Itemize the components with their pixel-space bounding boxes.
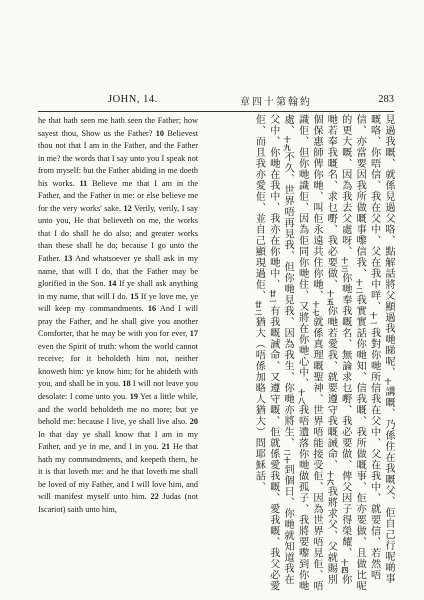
verse-text: 愛我嘅、我父必愛佢、而且我亦愛佢、並自己顯現過佢、 — [253, 114, 279, 592]
verse-text: 同你哋住、又將在你哋心中、 — [296, 246, 308, 389]
header-rule — [38, 111, 394, 112]
verse-text: He that hath my commandments, and keepeth them, he it is that loveth me: and he that loveth me shall be loved of my Father, and I will love him, and will manifest myself unto him. — [38, 442, 198, 502]
verse-text: In that day ye shall know that I am in my Father, and ye in me, and I in you. — [38, 429, 198, 452]
verse-number: 十三 — [340, 257, 349, 273]
verse-text: Judas (not Iscariot) saith unto him, — [38, 492, 198, 514]
verse-number: 十一 — [369, 312, 378, 328]
verse-text: he that hath seen me hath seen the Father; how sayest thou, Show us the Father? — [38, 116, 198, 138]
verse-number: 十二 — [355, 279, 364, 295]
verse-number: 十七 — [311, 301, 320, 317]
verse-number: 17 — [189, 329, 198, 339]
verse-number: 19 — [129, 392, 138, 402]
verse-number: 16 — [147, 304, 157, 314]
verse-text: 你哋若愛我、就要遵守我嘅誡命、 — [325, 305, 337, 471]
page-header — [38, 94, 394, 110]
running-head-english: JOHN, 14. — [108, 94, 158, 105]
verse-text: 保惠師俾你哋、叫佢永遠共住你哋、 — [310, 125, 322, 301]
verse-number: 11 — [79, 178, 88, 188]
verse-number: 十六 — [326, 470, 335, 487]
verse-text: 我唔遺落你哋做孤子、我將要嚟到你哋處、 — [282, 114, 308, 592]
verse-text: 你哋亦將生、 — [282, 382, 294, 449]
verse-number: 十 — [384, 378, 392, 386]
verse-text: 俾父因子得榮耀、 — [339, 470, 351, 559]
verse-number: 十四 — [340, 558, 349, 575]
verse-text: 猶大（唔係加略人猶大）問耶穌話、 — [253, 316, 265, 493]
verse-number: 十八 — [297, 389, 306, 405]
verse-number: 廿一 — [268, 290, 277, 306]
verse-text: even the Spirit of truth: whom the world cannot receive; for it beholdeth him not, neither knoweth him: ye know him; for he abideth with you, and shall be in you. — [38, 341, 198, 389]
verse-number: 13 — [64, 254, 73, 264]
verse-text: Believest thou not that I am in the Father, and the Father in me? the words that I say unto you I speak not from myself: but the Father abiding in me doeth his works. — [38, 128, 198, 188]
verse-text: 你哋若奉我嘅名、求乜嘢、我必要做、 — [325, 114, 351, 586]
verse-number: 14 — [108, 279, 117, 289]
verse-text: 實話你哋知、信我嘅、我所做嘅事、佢亦要做、且做比呢的更大嘅、因為我去父處呀、 — [339, 114, 366, 592]
verse-text: 到個日、你哋就知道我在父中、你哋在我中、我亦在你哋中、 — [267, 114, 294, 586]
verse-number: 12 — [123, 203, 132, 213]
verse-text: 我將求父、父就賜別個 — [310, 114, 337, 586]
verse-number: 10 — [155, 128, 164, 138]
page-number: 283 — [378, 94, 394, 105]
verse-text: 我實 — [354, 294, 366, 317]
verse-number: 廿二 — [254, 301, 263, 317]
verse-text: And whatsoever ye shall ask in my name, that will I do, that the Father may be glorified in the Son. — [38, 254, 198, 289]
verse-text: Verily, verily, I say unto you, He that believeth on me, the works that I do shall he do also; and greater works than these shall he do; because I go unto the Father. — [38, 203, 198, 264]
verse-text: If ye shall ask anything in my name, that will I do. — [38, 279, 198, 301]
verse-text: 信我在父中、父在我中、就要信、若然唔信、亦當要因我所做嘅事嚟信我、 — [354, 114, 380, 581]
verse-number: 十五 — [326, 290, 335, 306]
verse-text: 見過我嘅、就係見過父咯、點解話將父顯過我哋睇呢、 — [383, 114, 394, 378]
verse-number: 22 — [150, 492, 159, 502]
verse-number: 21 — [161, 442, 170, 452]
verse-text: 有我嘅誡命、又遵守嘅、佢就係愛我嘅、 — [267, 305, 279, 504]
chinese-text-column — [205, 114, 395, 592]
verse-text: 你哋奉我嘅名、無論求乜嘢、我必要做、 — [339, 272, 351, 471]
verse-text: Believe me that I am in the Father, and the Father in me: or else believe me for the very works' sake. — [38, 178, 198, 213]
verse-text: 我對你哋所 — [368, 327, 380, 383]
verse-number: 18 — [122, 379, 131, 389]
verse-number: 15 — [130, 291, 139, 301]
verse-number: 二十 — [283, 448, 292, 465]
verse-text: I will not leave you desolate: I come unto you. — [38, 379, 198, 402]
english-text-column — [38, 115, 198, 595]
verse-number: 20 — [189, 417, 198, 427]
running-head-chinese: 章四十第翰約 — [240, 97, 312, 108]
verse-text: 不久、世界唔再見我、但你哋見我、因為我生、 — [282, 151, 294, 383]
verse-text: If ye love me, ye will keep my commandments. — [38, 291, 198, 314]
verse-text: Yet a little while, and the world beholdeth me no more; but ye behold me: because I live, ye shall live also. — [38, 392, 198, 427]
verse-number: 十九 — [283, 136, 292, 152]
verse-text: 講嘅、乃係住在我嘅父、佢自己行呢啲事嘅咯、你唔信、我在父中、父在我中咩、 — [368, 114, 394, 584]
verse-text: 就係真理嘅聖神、世界唔能接受佢、因為世界唔見佢、唔識佢、但你哋識佢、因為佢 — [296, 114, 322, 592]
verse-text: And I will pray the Father, and he shall give you another Comforter, that he may be with you for ever, — [38, 304, 198, 339]
